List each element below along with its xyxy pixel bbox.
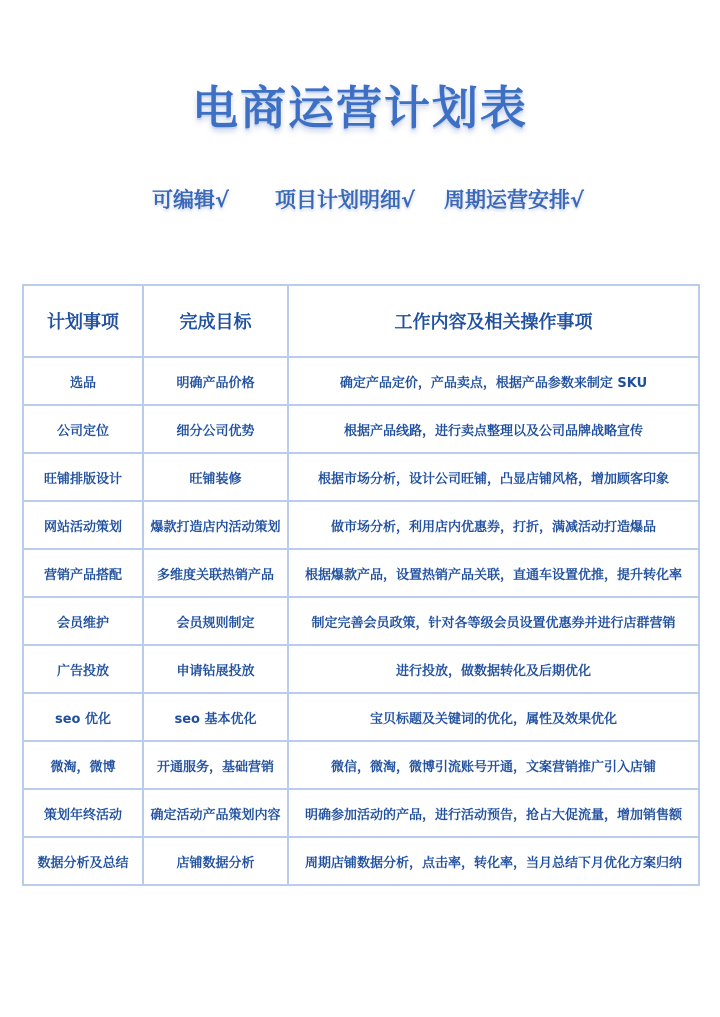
cell-plan-item: 营销产品搭配 <box>23 549 143 597</box>
cell-plan-item: 数据分析及总结 <box>23 837 143 885</box>
tag-project-details: 项目计划明细√ <box>275 188 416 212</box>
cell-work-content: 宝贝标题及关键词的优化，属性及效果优化 <box>288 693 699 741</box>
table-row <box>23 741 699 789</box>
cell-work-content: 确定产品定价，产品卖点，根据产品参数来制定 SKU <box>288 357 699 405</box>
cell-work-content: 明确参加活动的产品，进行活动预告，抢占大促流量，增加销售额 <box>288 789 699 837</box>
cell-plan-item: 会员维护 <box>23 597 143 645</box>
table-row <box>23 549 699 597</box>
cell-work-content: 周期店铺数据分析，点击率，转化率，当月总结下月优化方案归纳 <box>288 837 699 885</box>
cell-work-content: 进行投放，做数据转化及后期优化 <box>288 645 699 693</box>
cell-goal: 爆款打造店内活动策划 <box>143 501 288 549</box>
cell-work-content: 做市场分析，利用店内优惠券，打折，满减活动打造爆品 <box>288 501 699 549</box>
tag-cycle-schedule: 周期运营安排√ <box>444 188 585 212</box>
table-row <box>23 501 699 549</box>
cell-plan-item: 广告投放 <box>23 645 143 693</box>
table-row <box>23 789 699 837</box>
cell-plan-item: 公司定位 <box>23 405 143 453</box>
header-goal: 完成目标 <box>143 285 288 357</box>
cell-plan-item: 网站活动策划 <box>23 501 143 549</box>
header-plan-item: 计划事项 <box>23 285 143 357</box>
cell-work-content: 根据产品线路，进行卖点整理以及公司品牌战略宣传 <box>288 405 699 453</box>
table-row <box>23 837 699 885</box>
cell-goal: 细分公司优势 <box>143 405 288 453</box>
cell-goal: 店铺数据分析 <box>143 837 288 885</box>
cell-goal: 开通服务，基础营销 <box>143 741 288 789</box>
cell-plan-item: 选品 <box>23 357 143 405</box>
tag-editable: 可编辑√ <box>152 188 230 212</box>
cell-work-content: 根据爆款产品，设置热销产品关联，直通车设置优推，提升转化率 <box>288 549 699 597</box>
cell-work-content: 制定完善会员政策，针对各等级会员设置优惠券并进行店群营销 <box>288 597 699 645</box>
table-row <box>23 645 699 693</box>
cell-goal: 旺铺装修 <box>143 453 288 501</box>
cell-work-content: 根据市场分析，设计公司旺铺，凸显店铺风格，增加顾客印象 <box>288 453 699 501</box>
page-title: 电商运营计划表 <box>192 81 528 135</box>
cell-plan-item: seo 优化 <box>23 693 143 741</box>
cell-plan-item: 微淘，微博 <box>23 741 143 789</box>
cell-plan-item: 策划年终活动 <box>23 789 143 837</box>
table-row <box>23 693 699 741</box>
table-row <box>23 405 699 453</box>
table-row <box>23 453 699 501</box>
plan-table <box>22 284 700 886</box>
feature-tags <box>0 184 720 218</box>
cell-goal: 会员规则制定 <box>143 597 288 645</box>
cell-plan-item: 旺铺排版设计 <box>23 453 143 501</box>
table-row <box>23 597 699 645</box>
cell-goal: 申请钻展投放 <box>143 645 288 693</box>
header-work-content: 工作内容及相关操作事项 <box>288 285 699 357</box>
cell-goal: seo 基本优化 <box>143 693 288 741</box>
cell-goal: 明确产品价格 <box>143 357 288 405</box>
table-row <box>23 357 699 405</box>
table-header-row <box>23 285 699 357</box>
cell-goal: 确定活动产品策划内容 <box>143 789 288 837</box>
cell-work-content: 微信，微淘，微博引流账号开通，文案营销推广引入店铺 <box>288 741 699 789</box>
cell-goal: 多维度关联热销产品 <box>143 549 288 597</box>
